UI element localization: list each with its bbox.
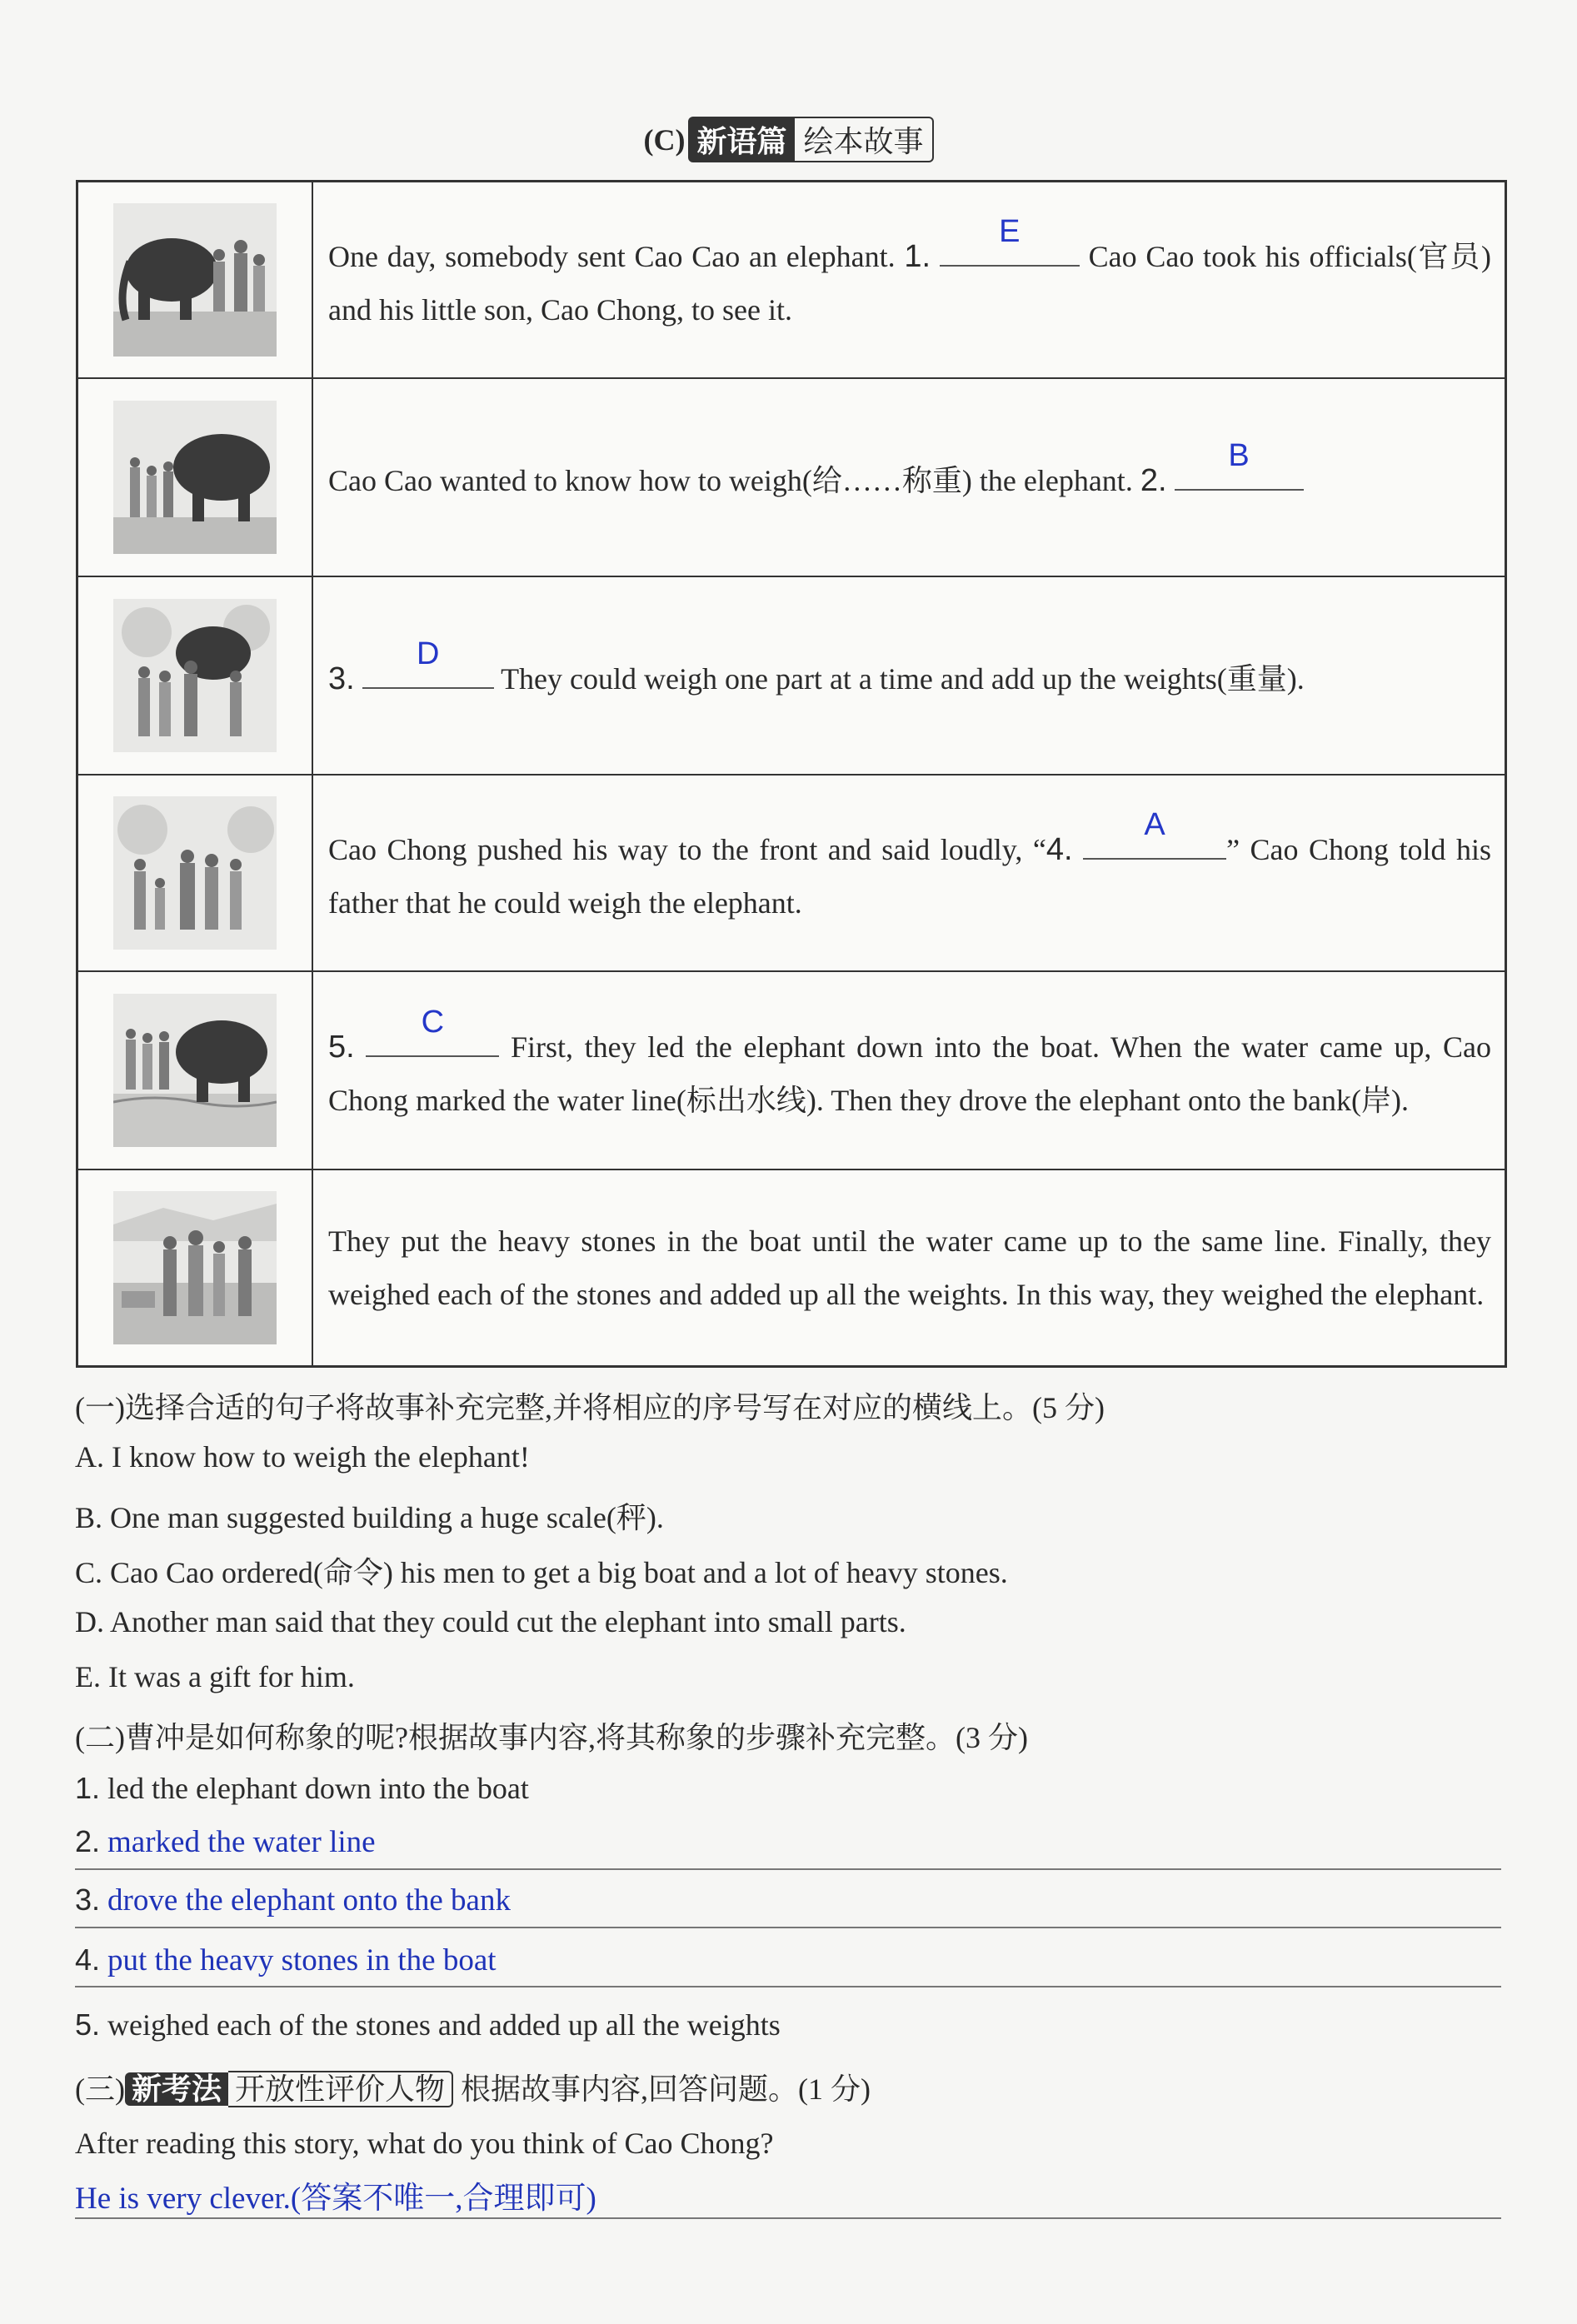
option-a: A. I know how to weigh the elephant!	[75, 1440, 530, 1474]
handwritten-answer: B	[1228, 438, 1250, 473]
blank-number: 5.	[328, 1030, 355, 1065]
story-text	[313, 972, 1505, 1169]
section-header	[0, 117, 1577, 162]
part3-prefix: (三)	[75, 2072, 125, 2106]
option-b: B. One man suggested building a huge scale(秤).	[75, 1501, 664, 1534]
story-row	[78, 972, 1505, 1170]
story-row	[78, 577, 1505, 775]
blank-number: 4.	[1046, 832, 1073, 867]
tag-new-method: 新考法	[125, 2072, 228, 2106]
step-number: 4.	[75, 1942, 101, 1977]
answer-blank[interactable]	[1083, 807, 1226, 860]
answer-blank[interactable]	[1175, 438, 1304, 491]
illustration-cell	[78, 1170, 313, 1365]
answer-blank[interactable]	[362, 636, 494, 689]
blank-number: 2.	[1140, 463, 1167, 498]
section-tag-new: 新语篇	[688, 117, 795, 162]
blank-number: 1.	[904, 239, 931, 274]
story-row	[78, 182, 1505, 379]
story-sentence: Cao Chong pushed his way to the front and said loudly, “	[328, 833, 1046, 866]
illustration-cell	[78, 379, 313, 576]
answer-line	[75, 1868, 1501, 1870]
elephant-illustration	[113, 401, 277, 554]
step-4[interactable]	[75, 1942, 497, 1978]
elephant-illustration	[113, 203, 277, 357]
story-text	[313, 577, 1505, 774]
story-table	[76, 180, 1507, 1368]
illustration-cell	[78, 577, 313, 774]
handwritten-answer: marked the water line	[107, 1825, 376, 1859]
step-2[interactable]	[75, 1824, 376, 1860]
part2-title: (二)曹冲是如何称象的呢?根据故事内容,将其称象的步骤补充完整。(3 分)	[75, 1721, 1028, 1754]
section-tag-type: 绘本故事	[795, 117, 933, 162]
handwritten-answer: drove the elephant onto the bank	[107, 1883, 511, 1918]
step-3[interactable]	[75, 1883, 511, 1918]
story-sentence: First, they led the elephant down into the boat. When the water came up, Cao Chong marked the water line(标出水线). Then they drove the elephant onto the bank(岸).	[328, 1030, 1492, 1117]
handwritten-answer: put the heavy stones in the boat	[107, 1943, 497, 1977]
boat-illustration	[113, 994, 277, 1147]
story-row	[78, 775, 1505, 972]
story-text	[313, 775, 1505, 970]
story-sentence: Cao Cao wanted to know how to weigh(给……称重) the elephant.	[328, 464, 1133, 497]
part1-title: (一)选择合适的句子将故事补充完整,并将相应的序号写在对应的横线上。(5 分)	[75, 1391, 1105, 1424]
option-e: E. It was a gift for him.	[75, 1660, 355, 1693]
section-prefix: (C)	[643, 122, 686, 157]
option-c: C. Cao Cao ordered(命令) his men to get a big boat and a lot of heavy stones.	[75, 1556, 1008, 1589]
illustration-cell	[78, 972, 313, 1169]
illustration-cell	[78, 775, 313, 970]
people-illustration	[113, 796, 277, 950]
story-sentence: They put the heavy stones in the boat until the water came up to the same line. Finally, they weighed each of the stones and added up all the weights. In this way, they weighed the elephant.	[328, 1224, 1491, 1311]
elephant-illustration	[113, 599, 277, 752]
stones-illustration	[113, 1191, 277, 1344]
tag-open-evaluation: 开放性评价人物	[228, 2071, 453, 2107]
story-text	[313, 379, 1505, 576]
handwritten-answer: C	[421, 1005, 445, 1040]
story-sentence: Cao Cao took his officials(官员) and his little son, Cao Chong, to see it.	[328, 240, 1492, 327]
story-row	[78, 1170, 1505, 1365]
answer-line	[75, 1986, 1501, 1987]
step-number: 1.	[75, 1771, 101, 1805]
story-row	[78, 379, 1505, 577]
handwritten-answer: D	[416, 636, 440, 671]
story-sentence: One day, somebody sent Cao Cao an elephant.	[328, 240, 896, 273]
step-number: 2.	[75, 1824, 101, 1858]
handwritten-answer: E	[999, 214, 1021, 249]
illustration-cell	[78, 182, 313, 377]
part3-answer[interactable]: He is very clever.(答案不唯一,合理即可)	[75, 2182, 596, 2216]
step-number: 3.	[75, 1883, 101, 1917]
blank-number: 3.	[328, 661, 355, 696]
step-text: led the elephant down into the boat	[107, 1772, 529, 1805]
step-5	[75, 2007, 781, 2042]
step-text: weighed each of the stones and added up all the weights	[107, 2008, 781, 2042]
story-text	[313, 182, 1505, 377]
part3-instruction: 根据故事内容,回答问题。(1 分)	[461, 2072, 871, 2106]
step-number: 5.	[75, 2007, 101, 2042]
story-text	[313, 1170, 1505, 1365]
answer-line	[75, 1927, 1501, 1928]
handwritten-answer: A	[1144, 807, 1165, 842]
option-d: D. Another man said that they could cut the elephant into small parts.	[75, 1605, 906, 1638]
answer-line	[75, 2217, 1501, 2219]
story-sentence: They could weigh one part at a time and add up the weights(重量).	[501, 662, 1305, 696]
step-1	[75, 1771, 529, 1806]
part3-title	[75, 2066, 871, 2108]
part3-question: After reading this story, what do you think of Cao Chong?	[75, 2127, 774, 2160]
story-sentence: ” Cao Chong told his father that he could weigh the elephant.	[328, 833, 1491, 920]
answer-blank[interactable]	[366, 1005, 499, 1057]
answer-blank[interactable]	[940, 214, 1080, 267]
